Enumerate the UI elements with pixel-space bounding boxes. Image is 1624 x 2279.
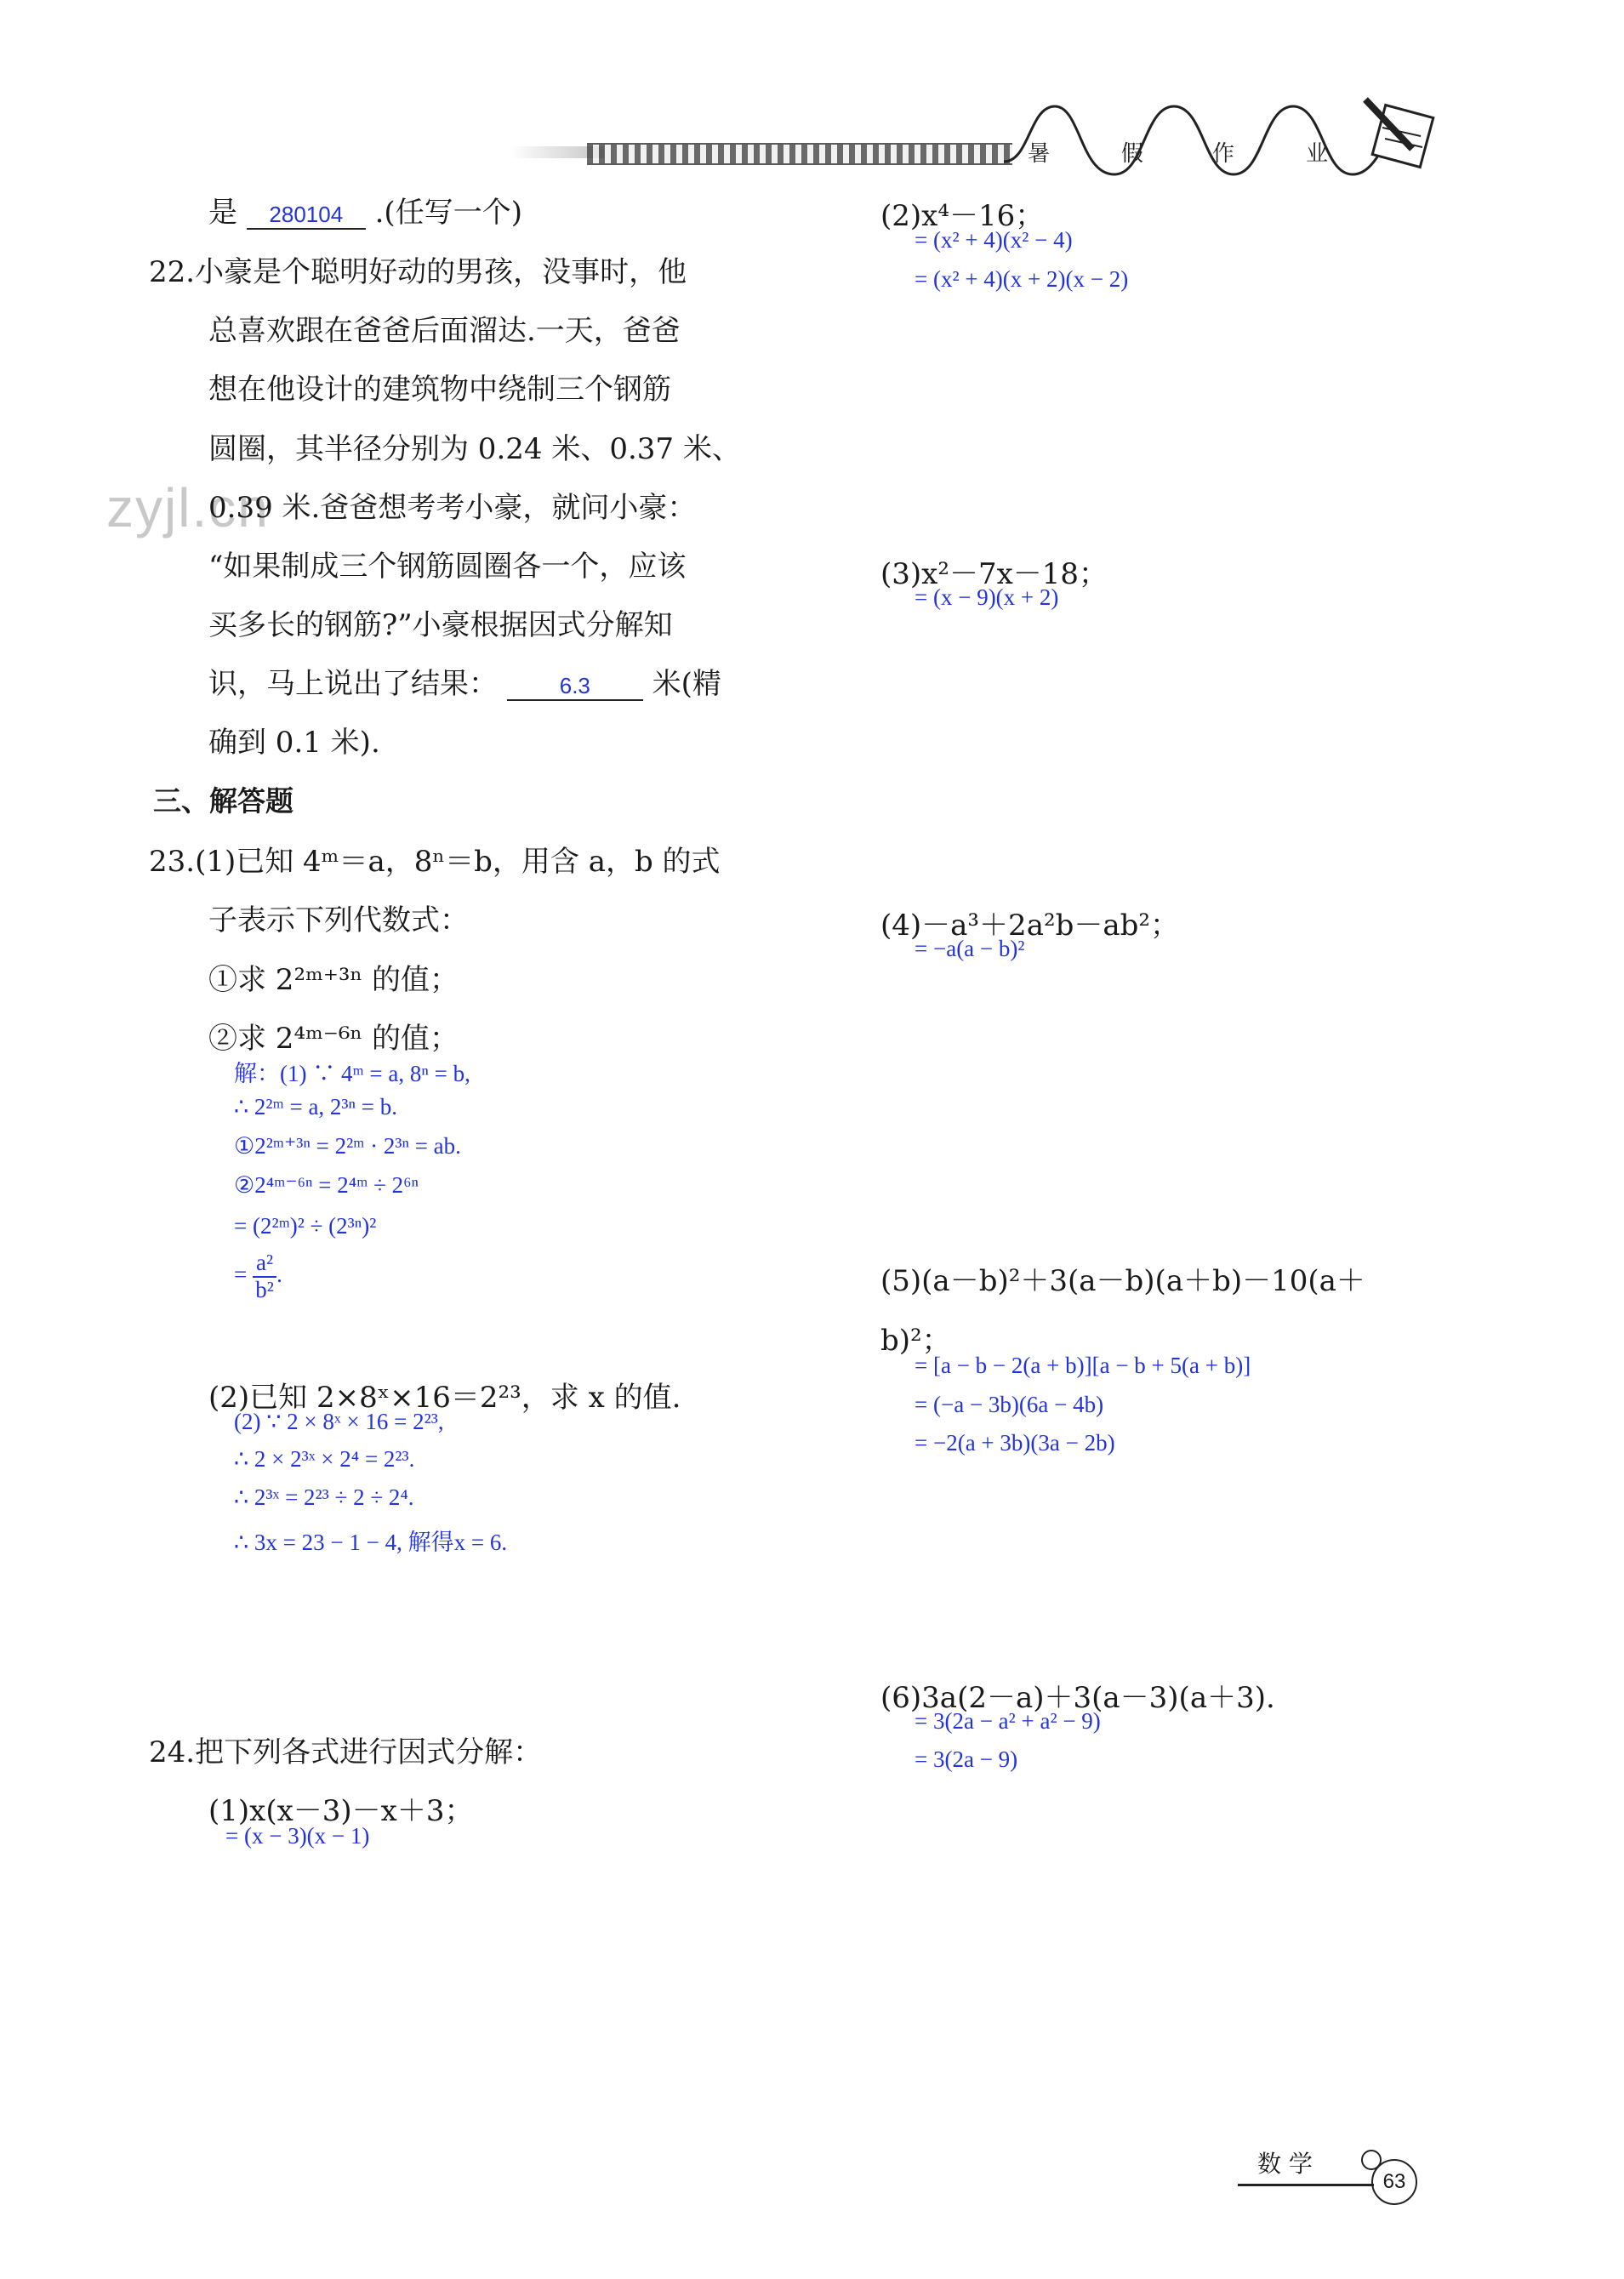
q23-2-answer-line-4: ∴ 3x = 23 − 1 − 4, 解得x = 6. <box>234 1530 508 1555</box>
q24-5-answer-line-1: = [a − b − 2(a + b)][a − b + 5(a + b)] <box>915 1353 1251 1378</box>
footer-subject: 数 学 <box>1257 2150 1313 2178</box>
fraction-numerator: a² <box>253 1251 276 1278</box>
q24-4-answer: = −a(a − b)² <box>915 936 1025 961</box>
q24-5-answer-line-3: = −2(a + 3b)(3a − 2b) <box>915 1430 1115 1456</box>
notebook-pencil-icon <box>1361 89 1438 170</box>
header-char-3: 作 <box>1212 141 1235 167</box>
fraction-period: . <box>276 1261 282 1287</box>
fraction-denominator: b² <box>255 1276 274 1302</box>
header-char-2: 假 <box>1121 141 1144 167</box>
fraction-equals: = <box>234 1261 248 1287</box>
q23-2-answer-line-1: (2) ∵ 2 × 8ˣ × 16 = 2²³, <box>234 1409 444 1434</box>
q23-answer-line-5: = (2²ᵐ)² ÷ (2³ⁿ)² <box>234 1213 377 1239</box>
page-number: 63 <box>1371 2159 1417 2205</box>
q23-answer-line-3: ①2²ᵐ⁺³ⁿ = 2²ᵐ · 2³ⁿ = ab. <box>234 1133 461 1159</box>
q23-item-1: ①求 2²ᵐ⁺³ⁿ 的值； <box>208 963 459 997</box>
q24-heading: 24.把下列各式进行因式分解： <box>149 1735 543 1769</box>
q24-5-answer-line-2: = (−a − 3b)(6a − 4b) <box>915 1392 1104 1417</box>
q24-part-6: (6)3a(2－a)＋3(a－3)(a＋3). <box>880 1681 1275 1715</box>
q23-line-2: 子表示下列代数式： <box>208 903 469 937</box>
q23-answer-line-1: 解：(1) ∵ 4ᵐ = a, 8ⁿ = b, <box>234 1061 470 1086</box>
q24-part-5-line-2: b)²； <box>880 1324 951 1358</box>
q21-blank-answer: 280104 <box>247 202 366 230</box>
q22-line-7: 买多长的钢筋?”小豪根据因式分解知 <box>208 608 673 642</box>
q23-part-2: (2)已知 2×8ˣ×16＝2²³，求 x 的值. <box>208 1381 681 1415</box>
q23-answer-line-4: ②2⁴ᵐ⁻⁶ⁿ = 2⁴ᵐ ÷ 2⁶ⁿ <box>234 1172 419 1198</box>
q24-2-answer-line-2: = (x² + 4)(x + 2)(x − 2) <box>915 266 1129 292</box>
q21-prefix: 是 <box>208 196 237 230</box>
q22-line-9: 确到 0.1 米). <box>208 726 380 760</box>
q23-line-1: 23.(1)已知 4ᵐ＝a，8ⁿ＝b，用含 a，b 的式 <box>149 845 721 879</box>
section-heading: 三、解答题 <box>153 784 293 818</box>
q24-1-answer: = (x − 3)(x − 1) <box>225 1823 370 1849</box>
q24-6-answer-line-2: = 3(2a − 9) <box>915 1746 1018 1772</box>
header-char-4: 业 <box>1306 141 1329 167</box>
fraction <box>253 1251 276 1302</box>
q22-line-3: 想在他设计的建筑物中绕制三个钢筋 <box>208 373 671 407</box>
q21-suffix: .(任写一个) <box>374 196 522 230</box>
q23-item-2: ②求 2⁴ᵐ⁻⁶ⁿ 的值； <box>208 1022 459 1056</box>
q24-part-5-line-1: (5)(a－b)²＋3(a－b)(a＋b)－10(a＋ <box>880 1264 1365 1298</box>
q23-2-answer-line-3: ∴ 2³ˣ = 2²³ ÷ 2 ÷ 2⁴. <box>234 1484 414 1510</box>
q24-part-2: (2)x⁴－16； <box>880 199 1045 233</box>
header-film-band <box>587 143 1012 165</box>
q22-line-2: 总喜欢跟在爸爸后面溜达.一天，爸爸 <box>208 314 681 348</box>
q21-answer-line <box>208 189 522 231</box>
q23-answer-fraction <box>234 1251 282 1302</box>
q22-line-8-prefix: 识，马上说出了结果： <box>208 667 498 701</box>
q24-part-3: (3)x²－7x－18； <box>880 557 1108 591</box>
q24-2-answer-line-1: = (x² + 4)(x² − 4) <box>915 227 1073 253</box>
watermark: zyjl.cn <box>106 477 270 538</box>
q22-line-8 <box>208 660 721 702</box>
q22-line-4: 圆圈，其半径分别为 0.24 米、0.37 米、 <box>208 432 741 466</box>
q22-line-1: 22.小豪是个聪明好动的男孩，没事时，他 <box>149 255 687 289</box>
q22-line-5: 0.39 米.爸爸想考考小豪，就问小豪： <box>208 491 697 525</box>
q24-part-1: (1)x(x－3)－x＋3； <box>208 1794 474 1828</box>
q23-2-answer-line-2: ∴ 2 × 2³ˣ × 2⁴ = 2²³. <box>234 1446 415 1472</box>
header-char-1: 暑 <box>1028 141 1051 167</box>
q22-blank-answer: 6.3 <box>507 673 643 701</box>
q24-3-answer: = (x − 9)(x + 2) <box>915 584 1059 610</box>
footer-line <box>1238 2184 1374 2186</box>
q22-line-6: “如果制成三个钢筋圆圈各一个，应该 <box>208 550 687 584</box>
q23-answer-line-2: ∴ 2²ᵐ = a, 2³ⁿ = b. <box>234 1094 398 1120</box>
q22-line-8-suffix: 米(精 <box>652 667 721 701</box>
q24-6-answer-line-1: = 3(2a − a² + a² − 9) <box>915 1708 1101 1734</box>
q24-part-4: (4)－a³＋2a²b－ab²； <box>880 909 1180 943</box>
